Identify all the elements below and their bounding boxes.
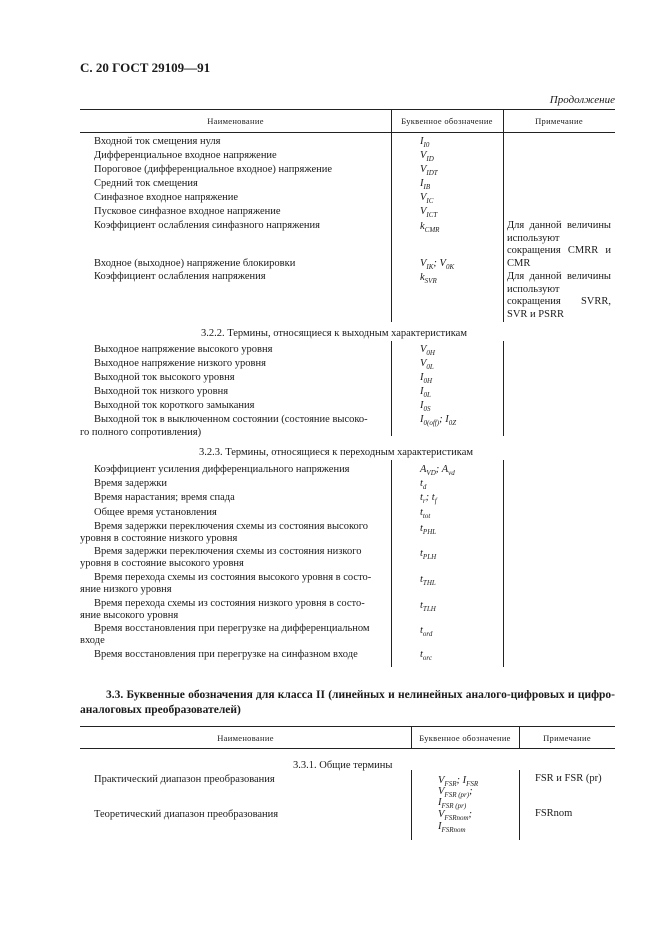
col-header-name: Наименование	[217, 733, 274, 743]
table-2-col-divider	[411, 770, 412, 840]
table-1-col-divider	[503, 460, 504, 667]
table-1-col-divider	[503, 341, 504, 436]
col-header-note: Примечание	[535, 116, 583, 126]
section-heading-322: 3.2.2. Термины, относящиеся к выходным характеристикам	[201, 328, 467, 339]
section-heading-323: 3.2.3. Термины, относящиеся к переходным характеристикам	[199, 447, 474, 458]
row-note: Для данной величины используют сокращения CMRR и CMR	[507, 220, 611, 269]
table-1-col-divider	[391, 460, 392, 667]
col-header-name: Наименование	[207, 116, 264, 126]
table-1-top-border	[80, 109, 615, 110]
section-heading-33: 3.3. Буквенные обозначения для класса II (линейных и нелинейных аналого-цифровых и цифро-аналоговых преобразователей)	[80, 689, 615, 716]
col-header-note: Примечание	[543, 733, 591, 743]
row-note: Для данной величины используют сокращения SVRR, SVR и PSRR	[507, 271, 611, 320]
col-header-symbol: Буквенное обозначение	[401, 116, 493, 126]
table-1-col-divider	[391, 341, 392, 436]
continuation-label: Продолжение	[549, 94, 615, 106]
row-note: FSRnom	[535, 808, 573, 819]
section-heading-331: 3.3.1. Общие термины	[293, 760, 393, 771]
table-1-header-border	[80, 132, 615, 133]
table-1-col-divider	[391, 132, 392, 322]
row-note: FSR и FSR (pr)	[535, 773, 602, 784]
table-2-header-border	[80, 748, 615, 749]
col-header-symbol: Буквенное обозначение	[419, 733, 511, 743]
page-header: С. 20 ГОСТ 29109—91	[80, 60, 211, 75]
table-1-col-divider	[503, 132, 504, 322]
table-2-top-border	[80, 726, 615, 727]
table-2-col-divider	[519, 770, 520, 840]
